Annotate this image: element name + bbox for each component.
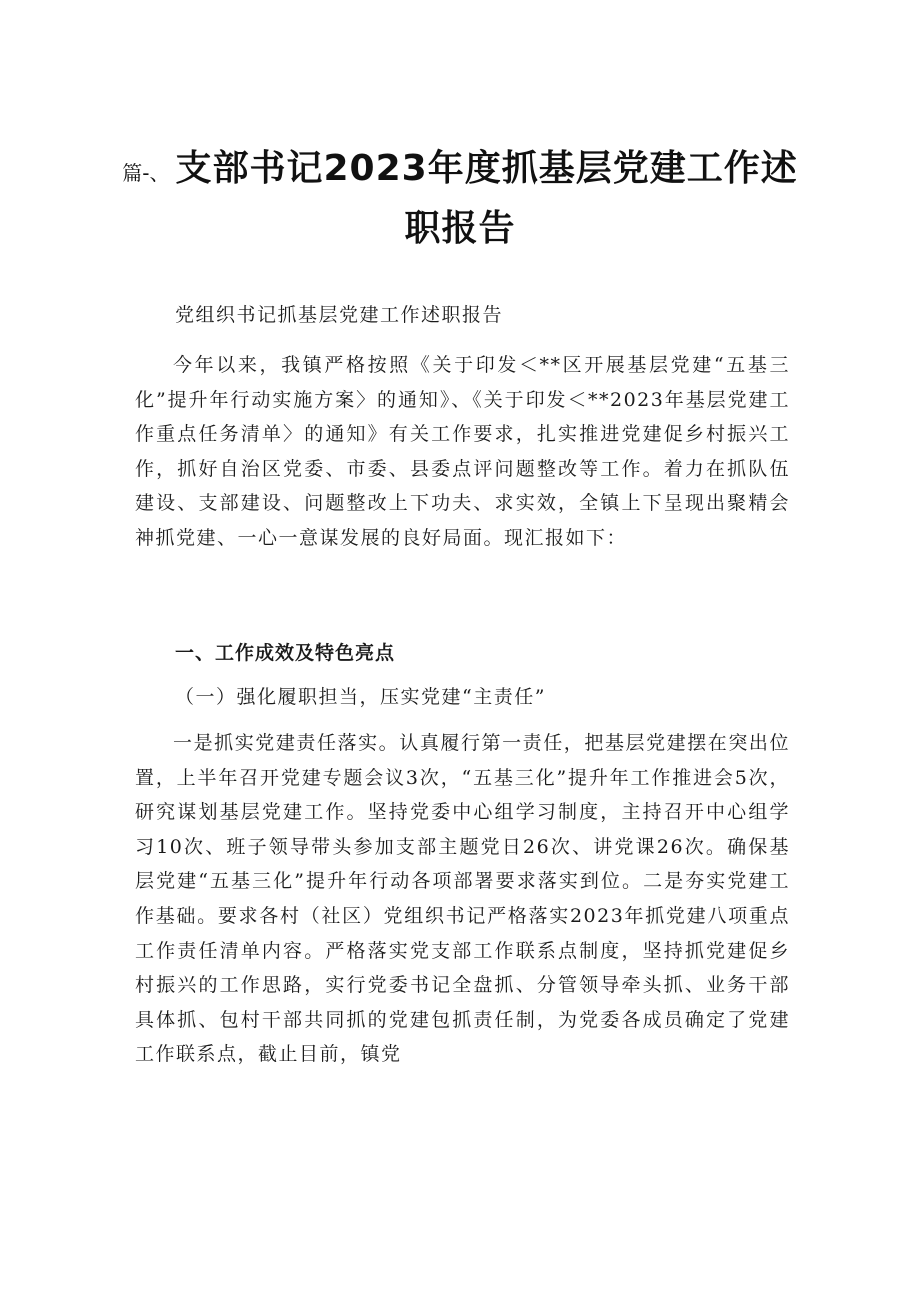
section-heading: 一、工作成效及特色亮点 — [175, 642, 396, 664]
title-prefix: 篇-、 — [122, 161, 170, 185]
document-title-line1 — [0, 140, 920, 191]
document-title-line2: 职报告 — [404, 208, 516, 249]
body-paragraph-block — [135, 726, 790, 1072]
title-text-line1: 支部书记2023年度抓基层党建工作述 — [175, 148, 798, 189]
body-paragraph: 一是抓实党建责任落实。认真履行第一责任，把基层党建摆在突出位置，上半年召开党建专题会议3次，“五基三化”提升年工作推进会5次，研究谋划基层党建工作。坚持党委中心组学习制度，主持召开中心组学习10次、班子领导带头参加支部主题党日26次、讲党课26次。确保基层党建“五基三化”提升年行动各项部署要求落实到位。二是夯实党建工作基础。要求各村（社区）党组织书记严格落实2023年抓党建八项重点工作责任清单内容。严格落实党支部工作联系点制度，坚持抓党建促乡村振兴的工作思路，实行党委书记全盘抓、分管领导牵头抓、业务干部具体抓、包村干部共同抓的党建包抓责任制，为党委各成员确定了党建工作联系点，截止目前，镇党 — [135, 732, 790, 1066]
intro-paragraph: 今年以来，我镇严格按照《关于印发＜**区开展基层党建“五基三化”提升年行动实施方案〉的通知》、《关于印发＜**2023年基层党建工作重点任务清单〉的通知》有关工作要求，扎实推进党建促乡村振兴工作，抓好自治区党委、市委、县委点评问题整改等工作。着力在抓队伍建设、支部建设、问题整改上下功夫、求实效，全镇上下呈现出聚精会神抓党建、一心一意谋发展的良好局面。现汇报如下： — [135, 354, 790, 549]
intro-paragraph-block — [135, 348, 790, 556]
document-subtitle: 党组织书记抓基层党建工作述职报告 — [175, 304, 504, 326]
subsection-heading: （一）强化履职担当，压实党建“主责任” — [175, 686, 546, 708]
